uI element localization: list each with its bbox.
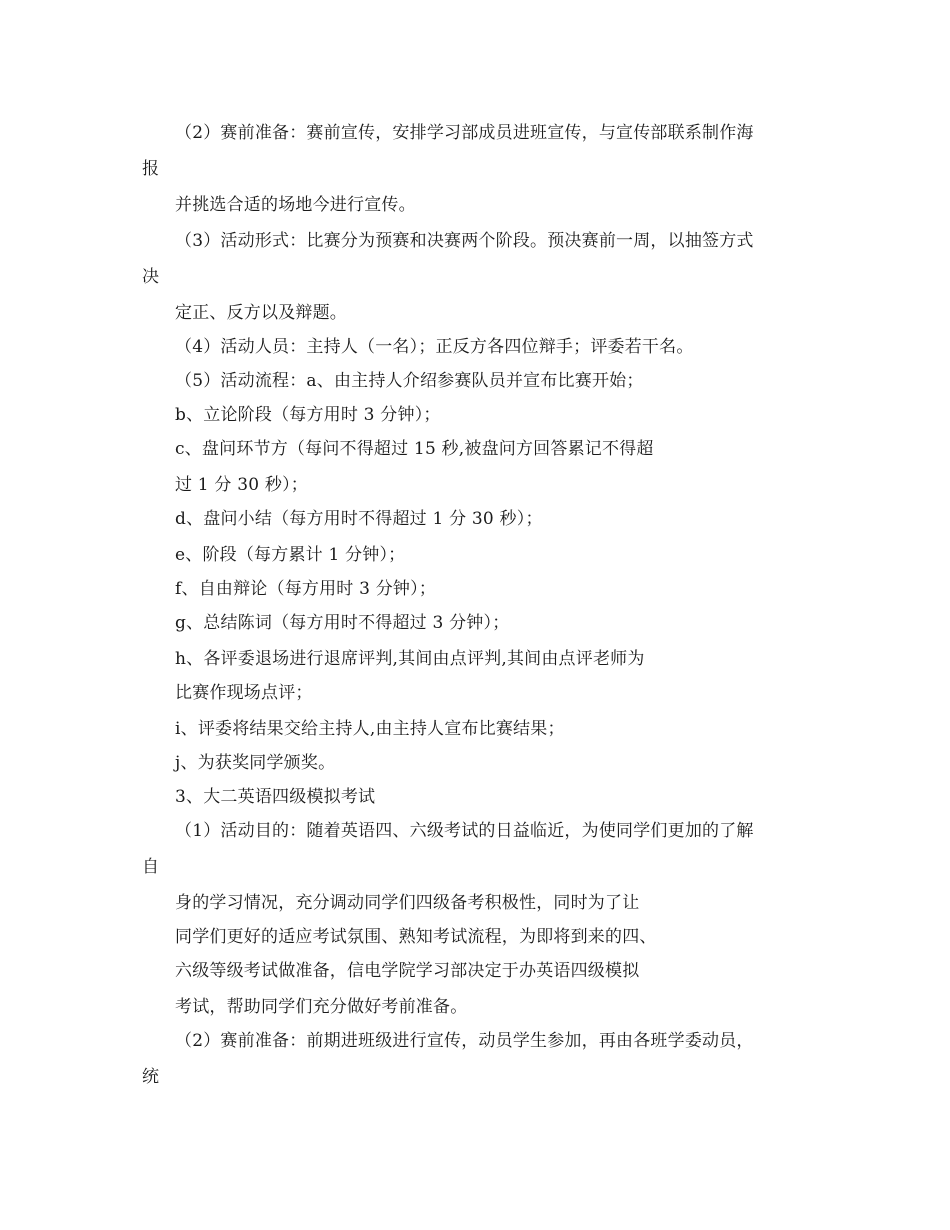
- text-line: 比赛作现场点评；: [175, 683, 313, 703]
- text-line: 定正、反方以及辩题。: [175, 303, 347, 323]
- text-line: 同学们更好的适应考试氛围、熟知考试流程，为即将到来的四、: [175, 927, 657, 947]
- text-line: 考试，帮助同学们充分做好考前准备。: [175, 997, 468, 1017]
- text-line: 决: [142, 267, 160, 287]
- text-line: （2）赛前准备：前期进班级进行宣传，动员学生参加，再由各班学委动员，: [175, 1031, 754, 1051]
- text-line: g、总结陈词（每方用时不得超过 3 分钟）；: [175, 613, 510, 633]
- text-line: （2）赛前准备：赛前宣传，安排学习部成员进班宣传，与宣传部联系制作海: [175, 123, 754, 143]
- text-line: 报: [142, 159, 160, 179]
- text-line: h、各评委退场进行退席评判,其间由点评判,其间由点评老师为: [175, 649, 645, 669]
- text-line: c、盘问环节方（每问不得超过 15 秒,被盘问方回答累记不得超: [175, 439, 654, 459]
- text-line: 统: [142, 1067, 160, 1087]
- text-line: j、为获奖同学颁奖。: [175, 753, 336, 773]
- text-line: （5）活动流程：a、由主持人介绍参赛队员并宣布比赛开始；: [175, 371, 644, 391]
- text-line: b、立论阶段（每方用时 3 分钟）；: [175, 405, 441, 425]
- text-line: 身的学习情况，充分调动同学们四级备考积极性，同时为了让: [175, 893, 640, 913]
- text-line: i、评委将结果交给主持人,由主持人宣布比赛结果；: [175, 719, 565, 739]
- text-line: 并挑选合适的场地今进行宣传。: [175, 195, 416, 215]
- text-line: d、盘问小结（每方用时不得超过 1 分 30 秒）；: [175, 509, 543, 529]
- section-heading: 3、大二英语四级模拟考试: [175, 787, 376, 807]
- text-line: （4）活动人员：主持人（一名）；正反方各四位辩手；评委若干名。: [175, 337, 694, 357]
- text-line: e、阶段（每方累计 1 分钟）；: [175, 545, 406, 565]
- text-line: 过 1 分 30 秒）；: [175, 475, 308, 495]
- text-line: 自: [142, 857, 160, 877]
- text-line: （1）活动目的：随着英语四、六级考试的日益临近，为使同学们更加的了解: [175, 821, 754, 841]
- text-line: f、自由辩论（每方用时 3 分钟）；: [175, 579, 437, 599]
- text-line: （3）活动形式：比赛分为预赛和决赛两个阶段。预决赛前一周，以抽签方式: [175, 231, 754, 251]
- text-line: 六级等级考试做准备，信电学院学习部决定于办英语四级模拟: [175, 961, 640, 981]
